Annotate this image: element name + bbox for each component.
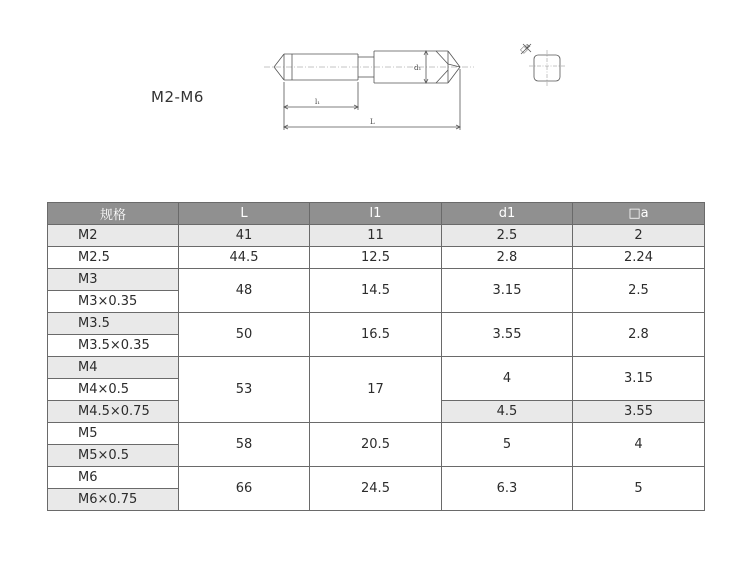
spec-cell: M4.5×0.75 <box>48 401 179 423</box>
spec-cell: M5×0.5 <box>48 445 179 467</box>
a-cell: 4 <box>573 423 705 467</box>
spec-cell: M3.5×0.35 <box>48 335 179 357</box>
spec-cell: M5 <box>48 423 179 445</box>
d1-cell: 4 <box>442 357 573 401</box>
a-cell: 2.5 <box>573 269 705 313</box>
spec-cell: M6 <box>48 467 179 489</box>
table-row <box>48 467 705 489</box>
spec-cell: M3×0.35 <box>48 291 179 313</box>
l1-cell: 24.5 <box>310 467 442 511</box>
header-d1: d1 <box>442 203 573 225</box>
L-cell: 53 <box>179 357 310 423</box>
spec-cell: M2 <box>48 225 179 247</box>
spec-cell: M4×0.5 <box>48 379 179 401</box>
L-cell: 44.5 <box>179 247 310 269</box>
table-row <box>48 247 705 269</box>
l1-cell: 11 <box>310 225 442 247</box>
spec-cell: M3.5 <box>48 313 179 335</box>
table-row <box>48 313 705 335</box>
table-row <box>48 269 705 291</box>
l1-cell: 17 <box>310 357 442 423</box>
a-cell: 5 <box>573 467 705 511</box>
spec-cell: M6×0.75 <box>48 489 179 511</box>
table-header-row <box>48 203 705 225</box>
header-spec: 规格 <box>48 203 179 225</box>
a-cell: 3.15 <box>573 357 705 401</box>
spec-cell: M3 <box>48 269 179 291</box>
d1-cell: 3.15 <box>442 269 573 313</box>
header-L: L <box>179 203 310 225</box>
d1-cell: 5 <box>442 423 573 467</box>
table-row <box>48 357 705 379</box>
L-cell: 58 <box>179 423 310 467</box>
dim-L-label: L <box>370 118 375 126</box>
L-cell: 50 <box>179 313 310 357</box>
L-cell: 66 <box>179 467 310 511</box>
l1-cell: 12.5 <box>310 247 442 269</box>
tap-spec-table <box>47 202 705 511</box>
square-section-drawing <box>517 42 577 92</box>
a-cell: 2 <box>573 225 705 247</box>
spec-cell: M2.5 <box>48 247 179 269</box>
header-l1: l1 <box>310 203 442 225</box>
d1-cell: 2.5 <box>442 225 573 247</box>
d1-cell: 2.8 <box>442 247 573 269</box>
size-range-label: M2-M6 <box>151 88 204 106</box>
header-a: □a <box>573 203 705 225</box>
dim-l1-label: l₁ <box>315 98 321 106</box>
l1-cell: 16.5 <box>310 313 442 357</box>
a-cell: 2.8 <box>573 313 705 357</box>
a-cell: 2.24 <box>573 247 705 269</box>
l1-cell: 14.5 <box>310 269 442 313</box>
d1-cell: 6.3 <box>442 467 573 511</box>
d1-cell: 3.55 <box>442 313 573 357</box>
table-row <box>48 423 705 445</box>
L-cell: 41 <box>179 225 310 247</box>
l1-cell: 20.5 <box>310 423 442 467</box>
dim-d1-label: d₁ <box>414 64 422 72</box>
L-cell: 48 <box>179 269 310 313</box>
table-row <box>48 225 705 247</box>
a-cell: 3.55 <box>573 401 705 423</box>
tap-side-view-drawing <box>262 38 477 133</box>
spec-cell: M4 <box>48 357 179 379</box>
dim-a-label: □a <box>518 42 532 55</box>
d1-cell: 4.5 <box>442 401 573 423</box>
